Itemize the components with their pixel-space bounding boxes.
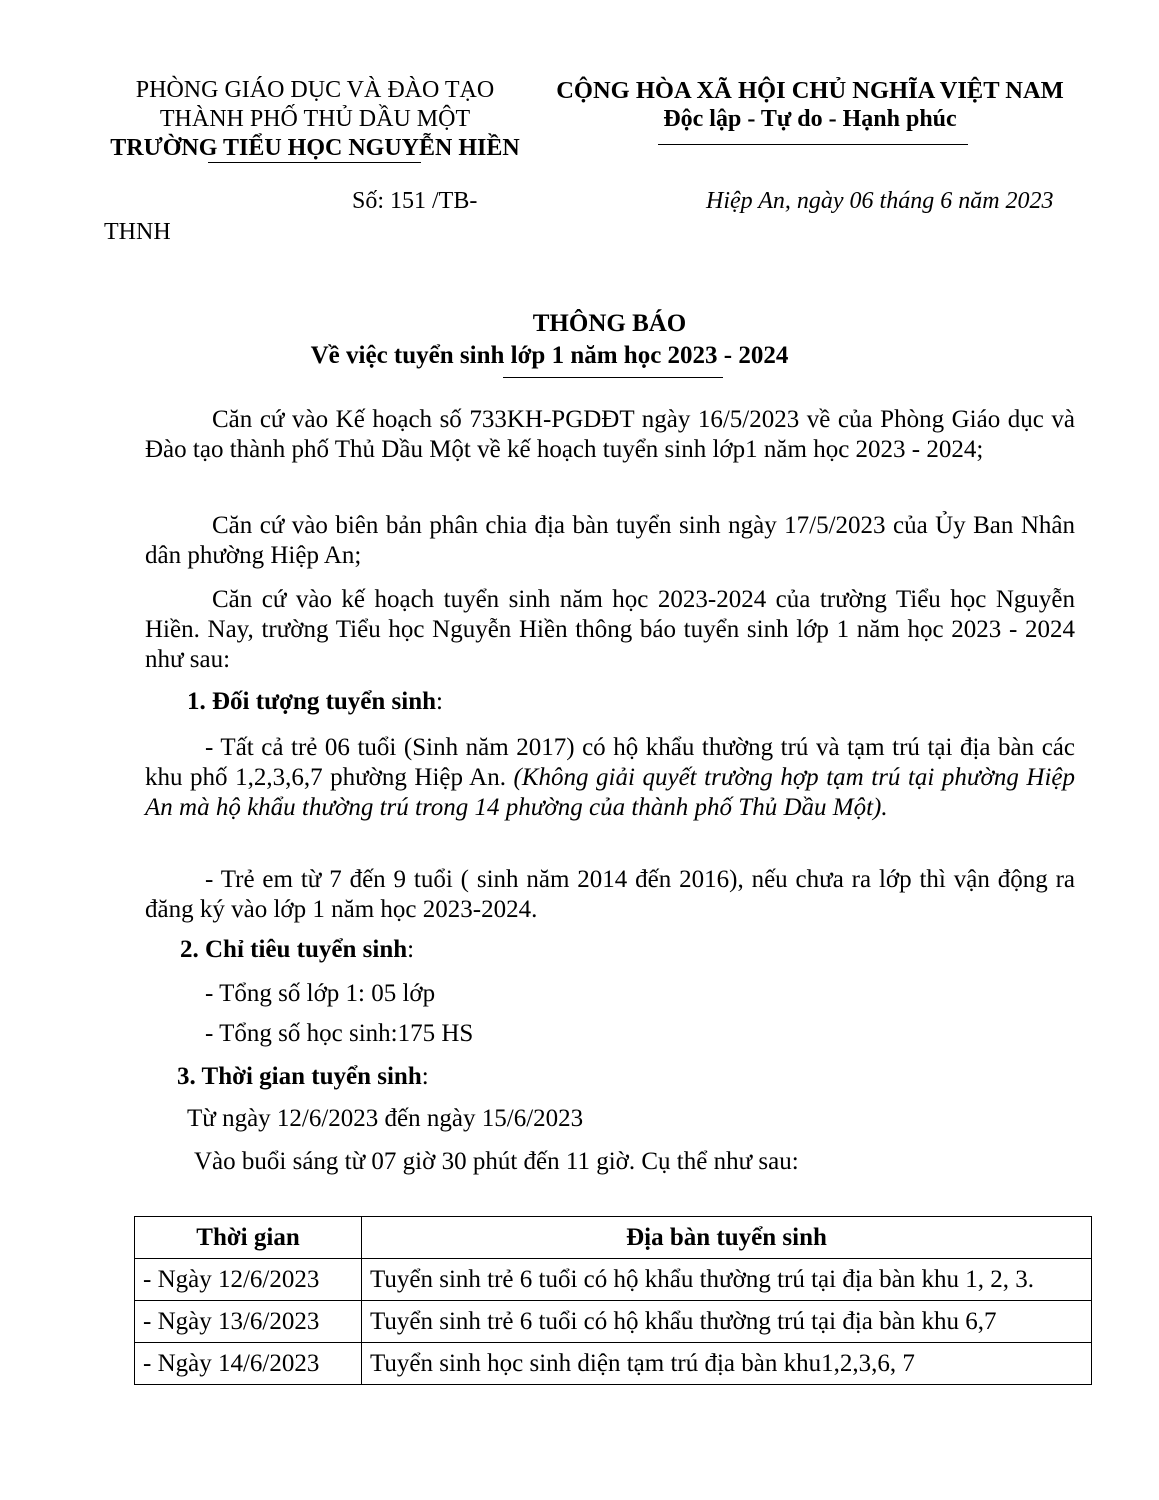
table-row: [135, 1301, 1092, 1343]
colon: :: [407, 936, 415, 963]
document-number: Số: 151 /TB-: [352, 188, 478, 214]
item-text: - Trẻ em từ 7 đến 9 tuổi ( sinh năm 2014 đến 2016), nếu chưa ra lớp thì vận động ra đăng ký vào lớp 1 năm học 2023-2024.: [145, 866, 1075, 923]
paragraph-text: Căn cứ vào kế hoạch tuyển sinh năm học 2023-2024 của trường Tiểu học Nguyễn Hiền. Nay, trường Tiểu học Nguyễn Hiền thông báo tuyển sinh lớp 1 năm học 2023 - 2024 như sau:: [145, 586, 1075, 673]
table-cell-date: - Ngày 12/6/2023: [135, 1259, 362, 1301]
table-cell-date: - Ngày 14/6/2023: [135, 1343, 362, 1385]
column-header-area: Địa bàn tuyển sinh: [362, 1217, 1092, 1259]
section3-hours: Vào buổi sáng từ 07 giờ 30 phút đến 11 giờ. Cụ thể như sau:: [194, 1148, 799, 1175]
section3-period: Từ ngày 12/6/2023 đến ngày 15/6/2023: [187, 1105, 584, 1132]
title-rule: [503, 377, 723, 378]
national-motto: Độc lập - Tự do - Hạnh phúc: [663, 106, 957, 132]
table-cell-area: Tuyển sinh trẻ 6 tuổi có hộ khẩu thường trú tại địa bàn khu 6,7: [362, 1301, 1092, 1343]
section-title: 3. Thời gian tuyển sinh: [177, 1063, 422, 1090]
title-subject: Về việc tuyển sinh lớp 1 năm học 2023 - 2024: [310, 342, 789, 369]
paragraph-basis-3: [145, 585, 1075, 675]
item-text: - Tất cả trẻ 06 tuổi (Sinh năm 2017) có hộ khẩu thường trú và tạm trú tại địa bàn các khu phố 1,2,3,6,7 phường Hiệp An.: [145, 734, 1075, 791]
section2-item-2: - Tổng số học sinh:175 HS: [205, 1020, 474, 1047]
item-note: (Không giải quyết trường hợp tạm trú tại phường Hiệp An mà hộ khẩu thường trú trong 14 phường của thành phố Thủ Dầu Một).: [145, 764, 1075, 821]
section-heading-1: [187, 688, 443, 716]
colon: :: [421, 1063, 429, 1090]
section-heading-2: [180, 936, 414, 964]
section-title: 2. Chỉ tiêu tuyển sinh: [180, 936, 408, 963]
document-date: Hiệp An, ngày 06 tháng 6 năm 2023: [706, 188, 1054, 214]
section1-item-1: [145, 733, 1075, 823]
national-header: [540, 76, 1080, 134]
column-header-time: Thời gian: [135, 1217, 362, 1259]
paragraph-text: Căn cứ vào biên bản phân chia địa bàn tuyển sinh ngày 17/5/2023 của Ủy Ban Nhân dân phường Hiệp An;: [145, 512, 1075, 569]
table-cell-area: Tuyển sinh học sinh diện tạm trú địa bàn khu1,2,3,6, 7: [362, 1343, 1092, 1385]
issuer-block: [95, 76, 535, 163]
table-cell-date: - Ngày 13/6/2023: [135, 1301, 362, 1343]
school-underline: [208, 162, 421, 163]
paragraph-basis-1: [145, 405, 1075, 465]
country-name: CỘNG HÒA XÃ HỘI CHỦ NGHĨA VIỆT NAM: [556, 77, 1064, 104]
document-title: [0, 308, 1159, 372]
paragraph-text: Căn cứ vào Kế hoạch số 733KH-PGDĐT ngày 16/5/2023 về của Phòng Giáo dục và Đào tạo thành phố Thủ Dầu Một về kế hoạch tuyển sinh lớp1 năm học 2023 - 2024;: [145, 406, 1075, 463]
issuer-department: PHÒNG GIÁO DỤC VÀ ĐÀO TẠO: [135, 77, 495, 103]
table-row: [135, 1343, 1092, 1385]
section-heading-3: [177, 1063, 429, 1091]
paragraph-basis-2: [145, 511, 1075, 571]
issuer-school: TRƯỜNG TIỂU HỌC NGUYỄN HIỀN: [110, 135, 520, 161]
document-number-suffix: THNH: [104, 219, 171, 245]
schedule-table: [134, 1216, 1092, 1385]
section-title: 1. Đối tượng tuyển sinh: [187, 688, 437, 715]
motto-rule: [658, 144, 968, 145]
table-header-row: [135, 1217, 1092, 1259]
table-row: [135, 1259, 1092, 1301]
issuer-city: THÀNH PHỐ THỦ DẦU MỘT: [159, 106, 471, 132]
section1-item-2: [145, 865, 1075, 925]
colon: :: [436, 688, 443, 715]
title-main: THÔNG BÁO: [532, 310, 687, 337]
section2-item-1: - Tổng số lớp 1: 05 lớp: [205, 980, 436, 1007]
table-cell-area: Tuyển sinh trẻ 6 tuổi có hộ khẩu thường trú tại địa bàn khu 1, 2, 3.: [362, 1259, 1092, 1301]
